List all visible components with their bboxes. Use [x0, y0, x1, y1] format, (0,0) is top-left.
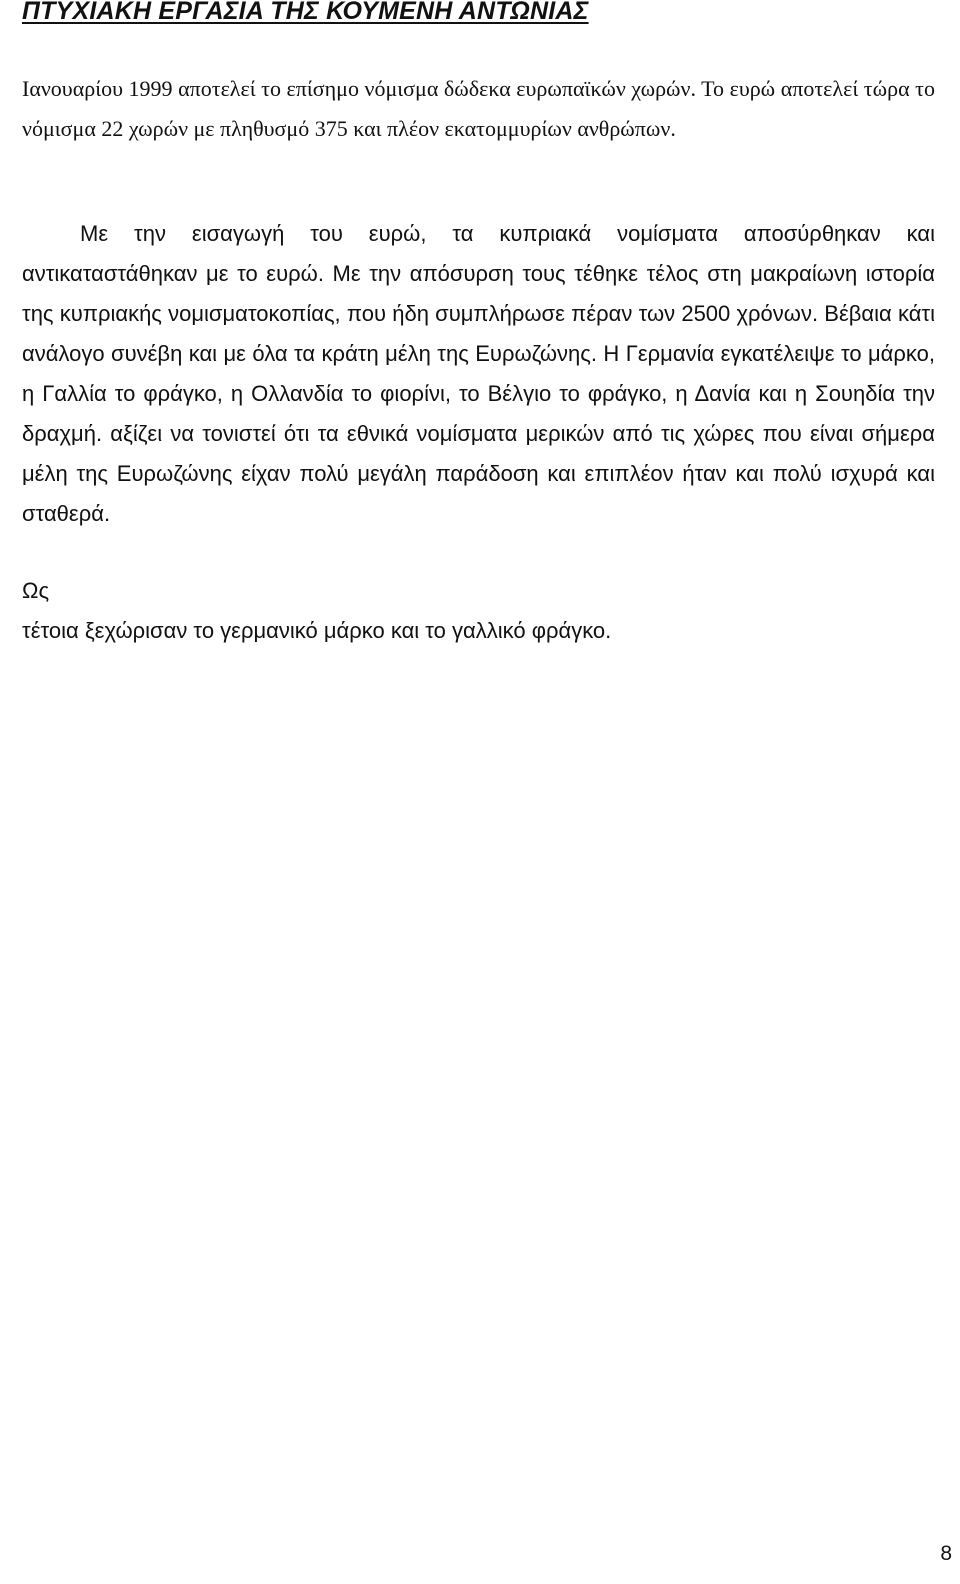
document-header-title: ΠΤΥΧΙΑΚΗ ΕΡΓΑΣΙΑ ΤΗΣ ΚΟΥΜΕΝΗ ΑΝΤΩΝΙΑΣ: [22, 0, 589, 25]
paragraph-3-rest: τέτοια ξεχώρισαν το γερμανικό μάρκο και το γαλλικό φράγκο.: [22, 618, 612, 643]
paragraph-3-start: Ως: [22, 578, 50, 603]
body-paragraph-3: [22, 571, 935, 651]
page-number: 8: [940, 1542, 952, 1565]
body-paragraph-1: Ιανουαρίου 1999 αποτελεί το επίσημο νόμισμα δώδεκα ευρωπαϊκών χωρών. Το ευρώ αποτελεί τώρα το νόμισμα 22 χωρών με πληθυσμό 375 και πλέον εκατομμυρίων ανθρώπων.: [22, 76, 935, 141]
body-paragraph-2: Με την εισαγωγή του ευρώ, τα κυπριακά νομίσματα αποσύρθηκαν και αντικαταστάθηκαν με το ευρώ. Με την απόσυρση τους τέθηκε τέλος στη μακραίωνη ιστορία της κυπριακής νομισματοκοπίας, που ήδη συμπλήρωσε πέραν των 2500 χρόνων. Βέβαια κάτι ανάλογο συνέβη και με όλα τα κράτη μέλη της Ευρωζώνης. Η Γερμανία εγκατέλειψε το μάρκο, η Γαλλία το φράγκο, η Ολλανδία το φιορίνι, το Βέλγιο το φράγκο, η Δανία και η Σουηδία την δραχμή. αξίζει να τονιστεί ότι τα εθνικά νομίσματα μερικών από τις χώρες που είναι σήμερα μέλη της Ευρωζώνης είχαν πολύ μεγάλη παράδοση και επιπλέον ήταν και πολύ ισχυρά και σταθερά.: [22, 221, 935, 526]
